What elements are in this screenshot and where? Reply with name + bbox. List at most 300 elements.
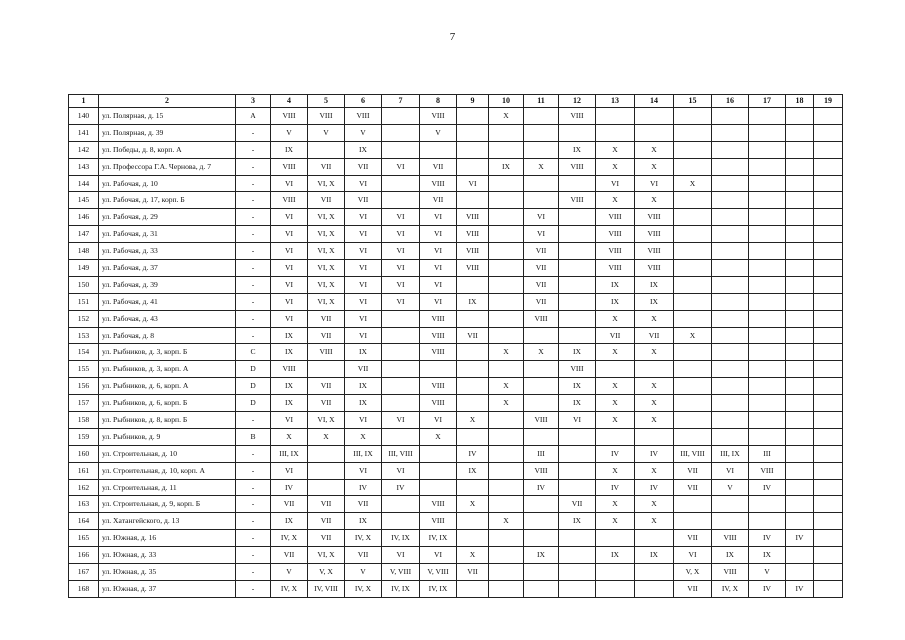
table-cell: VII	[457, 327, 489, 344]
table-cell: VI	[345, 462, 382, 479]
table-cell: IV	[786, 530, 814, 547]
table-cell	[457, 124, 489, 141]
row-number-cell: 164	[69, 513, 99, 530]
table-cell: V	[271, 564, 308, 581]
table-row	[69, 158, 843, 175]
table-cell: X	[635, 395, 674, 412]
table-cell: VI	[382, 260, 420, 277]
table-cell: VI	[271, 226, 308, 243]
table-cell: C	[236, 344, 271, 361]
table-cell	[712, 310, 749, 327]
table-cell: IV, IX	[382, 530, 420, 547]
table-cell	[786, 310, 814, 327]
column-header: 15	[674, 95, 712, 108]
table-cell: X	[596, 310, 635, 327]
table-cell	[674, 395, 712, 412]
zoning-table	[68, 94, 843, 598]
table-cell	[308, 361, 345, 378]
table-cell	[712, 158, 749, 175]
table-cell	[712, 378, 749, 395]
table-cell	[674, 412, 712, 429]
table-cell: VIII	[635, 243, 674, 260]
table-cell	[712, 361, 749, 378]
table-cell	[674, 378, 712, 395]
row-number-cell: 140	[69, 108, 99, 125]
table-cell: VIII	[559, 361, 596, 378]
table-cell: VIII	[635, 260, 674, 277]
table-cell	[382, 395, 420, 412]
table-cell	[749, 209, 786, 226]
table-cell: X	[596, 192, 635, 209]
table-cell	[749, 192, 786, 209]
table-cell	[749, 141, 786, 158]
table-cell: -	[236, 580, 271, 597]
address-cell: ул. Рабочая, д. 37	[99, 260, 236, 277]
table-cell: IX	[749, 547, 786, 564]
table-cell: B	[236, 428, 271, 445]
column-header: 3	[236, 95, 271, 108]
table-cell: VII	[308, 327, 345, 344]
table-cell: VI	[420, 260, 457, 277]
column-header: 12	[559, 95, 596, 108]
table-cell	[559, 547, 596, 564]
table-cell: VI	[420, 276, 457, 293]
table-cell: X	[489, 395, 524, 412]
table-cell: IX	[345, 344, 382, 361]
row-number-cell: 152	[69, 310, 99, 327]
table-cell	[596, 428, 635, 445]
table-cell	[489, 547, 524, 564]
table-cell	[559, 580, 596, 597]
table-body	[69, 108, 843, 598]
address-cell: ул. Рабочая, д. 41	[99, 293, 236, 310]
table-cell	[559, 428, 596, 445]
table-cell	[786, 192, 814, 209]
table-cell: VIII	[271, 158, 308, 175]
table-cell	[712, 428, 749, 445]
table-cell: IX	[457, 293, 489, 310]
table-cell: VIII	[635, 226, 674, 243]
table-cell: VIII	[524, 412, 559, 429]
row-number-cell: 167	[69, 564, 99, 581]
row-number-cell: 158	[69, 412, 99, 429]
table-cell: VIII	[559, 108, 596, 125]
table-cell	[814, 124, 843, 141]
table-cell	[457, 378, 489, 395]
table-cell: X	[635, 192, 674, 209]
table-cell: VI	[345, 260, 382, 277]
table-row	[69, 124, 843, 141]
table-cell	[786, 513, 814, 530]
table-cell: VI	[271, 260, 308, 277]
table-cell: D	[236, 361, 271, 378]
table-cell	[457, 428, 489, 445]
address-cell: ул. Южная, д. 33	[99, 547, 236, 564]
column-header: 1	[69, 95, 99, 108]
table-cell	[596, 530, 635, 547]
table-cell	[674, 226, 712, 243]
table-cell	[489, 226, 524, 243]
table-cell: X	[635, 158, 674, 175]
table-cell	[489, 243, 524, 260]
table-cell	[524, 327, 559, 344]
table-row	[69, 108, 843, 125]
table-cell	[420, 462, 457, 479]
table-cell: VI	[635, 175, 674, 192]
table-cell	[524, 378, 559, 395]
table-cell: IV, IX	[420, 530, 457, 547]
table-cell: IX	[271, 513, 308, 530]
table-cell: VIII	[308, 108, 345, 125]
table-row	[69, 428, 843, 445]
table-cell	[786, 564, 814, 581]
table-cell	[712, 412, 749, 429]
table-cell: IX	[712, 547, 749, 564]
address-cell: ул. Профессора Г.А. Чернова, д. 7	[99, 158, 236, 175]
table-cell	[489, 496, 524, 513]
table-cell: D	[236, 395, 271, 412]
table-cell: VII	[345, 158, 382, 175]
table-cell: VII	[345, 192, 382, 209]
table-row	[69, 192, 843, 209]
address-cell: ул. Строительная, д. 9, корп. Б	[99, 496, 236, 513]
table-cell: IV, X	[271, 580, 308, 597]
table-cell: IX	[345, 513, 382, 530]
table-cell	[382, 361, 420, 378]
column-header: 2	[99, 95, 236, 108]
table-cell: VIII	[559, 158, 596, 175]
table-row	[69, 344, 843, 361]
table-cell	[489, 564, 524, 581]
table-row	[69, 141, 843, 158]
table-cell: V	[345, 124, 382, 141]
table-cell	[489, 479, 524, 496]
table-cell: IV, X	[345, 530, 382, 547]
table-cell	[382, 513, 420, 530]
table-cell	[559, 327, 596, 344]
table-cell: V	[420, 124, 457, 141]
table-cell	[712, 327, 749, 344]
table-row	[69, 209, 843, 226]
table-cell: -	[236, 124, 271, 141]
column-header: 19	[814, 95, 843, 108]
address-cell: ул. Строительная, д. 11	[99, 479, 236, 496]
table-cell: VI	[382, 226, 420, 243]
table-cell: VI	[271, 276, 308, 293]
table-cell	[489, 209, 524, 226]
table-cell	[814, 412, 843, 429]
table-cell	[712, 496, 749, 513]
table-cell	[489, 580, 524, 597]
table-cell: IV, X	[345, 580, 382, 597]
row-number-cell: 154	[69, 344, 99, 361]
table-cell	[749, 412, 786, 429]
table-row	[69, 276, 843, 293]
table-cell	[457, 344, 489, 361]
table-cell: IX	[345, 141, 382, 158]
table-cell	[524, 530, 559, 547]
table-cell	[489, 310, 524, 327]
table-row	[69, 412, 843, 429]
table-cell: X	[489, 378, 524, 395]
table-cell: IV, IX	[382, 580, 420, 597]
column-header: 9	[457, 95, 489, 108]
table-cell	[489, 327, 524, 344]
table-cell: IV	[524, 479, 559, 496]
address-cell: ул. Рабочая, д. 39	[99, 276, 236, 293]
table-cell: VI	[271, 412, 308, 429]
table-cell	[489, 428, 524, 445]
table-cell	[308, 141, 345, 158]
table-cell: -	[236, 445, 271, 462]
table-cell	[786, 293, 814, 310]
table-cell	[559, 124, 596, 141]
table-cell	[674, 158, 712, 175]
table-cell: -	[236, 513, 271, 530]
table-cell: III, VIII	[382, 445, 420, 462]
address-cell: ул. Рабочая, д. 17, корп. Б	[99, 192, 236, 209]
table-cell	[559, 175, 596, 192]
table-cell: X	[635, 310, 674, 327]
page-number: 7	[449, 31, 456, 43]
table-cell: VI	[420, 226, 457, 243]
table-cell: VI	[345, 175, 382, 192]
table-cell	[786, 175, 814, 192]
table-cell: VIII	[524, 462, 559, 479]
table-cell: VI	[457, 175, 489, 192]
table-cell: VII	[559, 496, 596, 513]
table-cell	[814, 158, 843, 175]
table-cell	[712, 276, 749, 293]
table-cell: X	[489, 513, 524, 530]
table-cell: VI	[382, 276, 420, 293]
table-cell: X	[596, 378, 635, 395]
table-cell	[457, 108, 489, 125]
table-cell	[786, 361, 814, 378]
address-cell: ул. Южная, д. 16	[99, 530, 236, 547]
table-row	[69, 378, 843, 395]
table-cell	[489, 530, 524, 547]
table-cell	[814, 445, 843, 462]
column-header: 4	[271, 95, 308, 108]
table-cell	[420, 141, 457, 158]
table-cell	[559, 445, 596, 462]
table-cell	[457, 276, 489, 293]
row-number-cell: 142	[69, 141, 99, 158]
table-row	[69, 293, 843, 310]
address-cell: ул. Победы, д. 8, корп. А	[99, 141, 236, 158]
table-cell: IX	[559, 378, 596, 395]
table-cell	[674, 293, 712, 310]
address-cell: ул. Полярная, д. 39	[99, 124, 236, 141]
column-header: 10	[489, 95, 524, 108]
table-cell: -	[236, 530, 271, 547]
table-cell	[635, 428, 674, 445]
table-cell	[524, 192, 559, 209]
address-cell: ул. Южная, д. 37	[99, 580, 236, 597]
table-cell	[814, 175, 843, 192]
table-cell: VII	[457, 564, 489, 581]
table-cell	[457, 530, 489, 547]
table-cell: VI, X	[308, 175, 345, 192]
table-cell	[457, 310, 489, 327]
table-cell	[712, 395, 749, 412]
table-cell: VI	[345, 226, 382, 243]
table-cell	[382, 108, 420, 125]
table-cell	[712, 243, 749, 260]
table-cell	[489, 412, 524, 429]
table-row	[69, 361, 843, 378]
table-header	[69, 95, 843, 108]
table-cell	[814, 361, 843, 378]
address-cell: ул. Рабочая, д. 10	[99, 175, 236, 192]
table-cell	[749, 293, 786, 310]
row-number-cell: 165	[69, 530, 99, 547]
table-cell	[749, 361, 786, 378]
table-cell: VI	[271, 209, 308, 226]
table-cell: IV	[345, 479, 382, 496]
table-cell: III, IX	[712, 445, 749, 462]
table-cell: -	[236, 260, 271, 277]
table-cell	[635, 580, 674, 597]
table-cell	[674, 243, 712, 260]
table-cell	[674, 192, 712, 209]
table-cell: -	[236, 310, 271, 327]
table-cell: VI	[382, 158, 420, 175]
table-cell: IX	[596, 293, 635, 310]
table-cell: VII	[524, 243, 559, 260]
table-cell: VIII	[457, 260, 489, 277]
table-cell: X	[489, 108, 524, 125]
table-cell: VIII	[596, 243, 635, 260]
table-cell: X	[457, 412, 489, 429]
column-header: 14	[635, 95, 674, 108]
table-cell	[712, 108, 749, 125]
table-cell: VI	[382, 462, 420, 479]
table-cell	[524, 395, 559, 412]
table-cell	[596, 580, 635, 597]
table-cell	[814, 462, 843, 479]
row-number-cell: 149	[69, 260, 99, 277]
table-cell: X	[635, 412, 674, 429]
table-cell: VI	[524, 226, 559, 243]
table-cell: VIII	[271, 108, 308, 125]
column-header: 7	[382, 95, 420, 108]
table-cell: III, VIII	[674, 445, 712, 462]
table-cell	[559, 310, 596, 327]
table-cell: IX	[596, 276, 635, 293]
table-cell	[674, 209, 712, 226]
table-cell: -	[236, 192, 271, 209]
address-cell: ул. Рыбников, д. 6, корп. А	[99, 378, 236, 395]
table-cell	[786, 547, 814, 564]
row-number-cell: 145	[69, 192, 99, 209]
table-cell	[382, 428, 420, 445]
table-cell: VII	[596, 327, 635, 344]
row-number-cell: 168	[69, 580, 99, 597]
table-cell	[635, 361, 674, 378]
table-cell: X	[596, 141, 635, 158]
table-cell: VI, X	[308, 260, 345, 277]
table-cell: IV	[786, 580, 814, 597]
row-number-cell: 157	[69, 395, 99, 412]
table-cell: IX	[559, 395, 596, 412]
table-cell	[674, 124, 712, 141]
row-number-cell: 159	[69, 428, 99, 445]
address-cell: ул. Рыбников, д. 3, корп. Б	[99, 344, 236, 361]
table-cell	[457, 479, 489, 496]
table-cell: IV	[596, 445, 635, 462]
table-cell: -	[236, 209, 271, 226]
table-cell: VI	[345, 276, 382, 293]
table-cell: IX	[271, 327, 308, 344]
table-cell: VIII	[420, 395, 457, 412]
table-cell	[786, 496, 814, 513]
table-cell: X	[345, 428, 382, 445]
table-cell	[489, 462, 524, 479]
table-cell	[749, 175, 786, 192]
table-cell: III, IX	[271, 445, 308, 462]
table-cell	[489, 175, 524, 192]
table-cell	[559, 209, 596, 226]
table-cell: IX	[457, 462, 489, 479]
table-cell	[712, 513, 749, 530]
table-cell: VI	[420, 209, 457, 226]
table-cell	[786, 124, 814, 141]
table-cell: IV, IX	[420, 580, 457, 597]
table-cell	[786, 344, 814, 361]
table-cell: VI, X	[308, 209, 345, 226]
table-cell	[786, 226, 814, 243]
table-cell: VII	[345, 547, 382, 564]
table-cell	[712, 260, 749, 277]
table-cell: IV, X	[712, 580, 749, 597]
table-cell	[814, 479, 843, 496]
table-cell: VI	[382, 293, 420, 310]
row-number-cell: 147	[69, 226, 99, 243]
table-cell: X	[596, 513, 635, 530]
table-cell	[524, 496, 559, 513]
table-cell	[489, 141, 524, 158]
table-cell	[457, 361, 489, 378]
table-cell	[524, 141, 559, 158]
table-cell: VII	[271, 547, 308, 564]
table-cell: VII	[308, 192, 345, 209]
table-cell: VII	[524, 260, 559, 277]
table-cell: -	[236, 175, 271, 192]
table-cell: X	[457, 496, 489, 513]
table-cell: V	[712, 479, 749, 496]
table-cell: VIII	[712, 530, 749, 547]
table-cell: IV, VIII	[308, 580, 345, 597]
table-cell	[749, 327, 786, 344]
row-number-cell: 146	[69, 209, 99, 226]
table-cell	[749, 158, 786, 175]
table-cell	[635, 124, 674, 141]
table-cell	[559, 293, 596, 310]
table-cell	[674, 496, 712, 513]
table-cell: VI	[420, 243, 457, 260]
table-cell	[749, 428, 786, 445]
table-cell: VIII	[457, 226, 489, 243]
column-header: 8	[420, 95, 457, 108]
table-row	[69, 327, 843, 344]
table-cell: V	[749, 564, 786, 581]
table-cell: VIII	[596, 260, 635, 277]
table-cell	[814, 243, 843, 260]
row-number-cell: 156	[69, 378, 99, 395]
table-cell	[749, 108, 786, 125]
